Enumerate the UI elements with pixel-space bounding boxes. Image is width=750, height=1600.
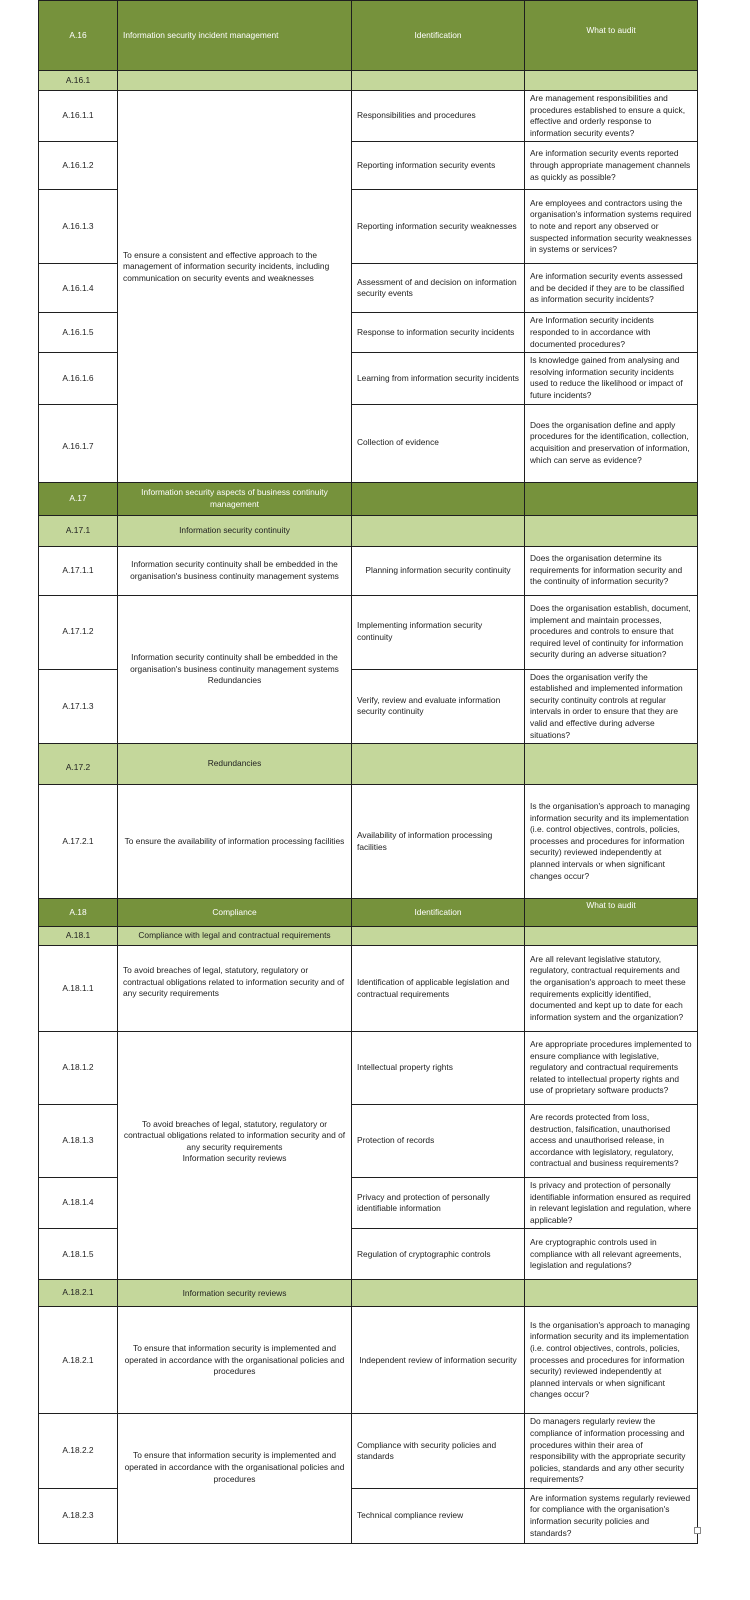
- control-objective[interactable]: To ensure the availability of information processing facilities: [118, 785, 352, 899]
- control-audit-question[interactable]: Are Information security incidents responded to in accordance with documented procedures?: [525, 313, 698, 353]
- what-to-audit-header[interactable]: What to audit: [525, 899, 698, 927]
- control-row: [39, 1032, 698, 1105]
- control-id[interactable]: A.18.2.3: [39, 1489, 118, 1544]
- control-audit-question[interactable]: Are cryptographic controls used in compliance with all relevant agreements, legislation and regulations?: [525, 1229, 698, 1280]
- section-id[interactable]: A.17: [39, 482, 118, 515]
- control-id[interactable]: A.18.1.3: [39, 1105, 118, 1178]
- identification-header[interactable]: Identification: [352, 1, 525, 71]
- control-id[interactable]: A.18.1.4: [39, 1178, 118, 1229]
- subsection-row-a16-1: [39, 71, 698, 91]
- section-header-a17: [39, 482, 698, 515]
- control-row: [39, 785, 698, 899]
- control-audit-question[interactable]: Does the organisation verify the established and implemented information security continuity controls at regular intervals in order to ensure that they are valid and effective during adverse situations?: [525, 669, 698, 744]
- control-identification[interactable]: Identification of applicable legislation and contractual requirements: [352, 946, 525, 1032]
- subsection-id[interactable]: A.18.2.1: [39, 1280, 118, 1307]
- control-identification[interactable]: Planning information security continuity: [352, 546, 525, 595]
- control-audit-question[interactable]: Are information security events reported through appropriate management channels as quickly as possible?: [525, 142, 698, 190]
- control-objective[interactable]: To ensure that information security is implemented and operated in accordance with the organisational policies and procedures: [118, 1414, 352, 1544]
- control-objective[interactable]: Information security continuity shall be embedded in the organisation's business continuity management systems: [118, 546, 352, 595]
- resize-handle[interactable]: [694, 1527, 701, 1534]
- subsection-title[interactable]: Compliance with legal and contractual requirements: [118, 927, 352, 946]
- control-id[interactable]: A.18.1.2: [39, 1032, 118, 1105]
- control-id[interactable]: A.16.1.1: [39, 91, 118, 142]
- control-id[interactable]: A.18.2.1: [39, 1307, 118, 1414]
- section-title[interactable]: Information security incident management: [118, 1, 352, 71]
- control-objective[interactable]: To avoid breaches of legal, statutory, regulatory or contractual obligations related to information security and of any security requirements Information security reviews: [118, 1032, 352, 1280]
- section-id[interactable]: A.18: [39, 899, 118, 927]
- control-id[interactable]: A.17.2.1: [39, 785, 118, 899]
- control-identification[interactable]: Compliance with security policies and standards: [352, 1414, 525, 1489]
- control-id[interactable]: A.16.1.7: [39, 404, 118, 482]
- subsection-row-a17-1: [39, 515, 698, 546]
- control-id[interactable]: A.16.1.5: [39, 313, 118, 353]
- control-id[interactable]: A.17.1.3: [39, 669, 118, 744]
- control-identification[interactable]: Responsibilities and procedures: [352, 91, 525, 142]
- control-audit-question[interactable]: Are all relevant legislative statutory, regulatory, contractual requirements and the organisation's approach to meet these requirements explicitly identified, documented and kept up to date for each information system and the organization?: [525, 946, 698, 1032]
- control-identification[interactable]: Privacy and protection of personally identifiable information: [352, 1178, 525, 1229]
- control-identification[interactable]: Intellectual property rights: [352, 1032, 525, 1105]
- control-identification[interactable]: Response to information security incidents: [352, 313, 525, 353]
- subsection-row-a18-2: [39, 1280, 698, 1307]
- control-identification[interactable]: Reporting information security weaknesses: [352, 190, 525, 264]
- control-identification[interactable]: Technical compliance review: [352, 1489, 525, 1544]
- control-audit-question[interactable]: Is the organisation's approach to managing information security and its implementation (i.e. control objectives, controls, policies, processes and procedures for information security) reviewed independently at planned intervals or when significant changes occur?: [525, 785, 698, 899]
- control-audit-question[interactable]: Is knowledge gained from analysing and resolving information security incidents used to reduce the likelihood or impact of future incidents?: [525, 353, 698, 404]
- control-row: [39, 1307, 698, 1414]
- control-objective[interactable]: To ensure that information security is implemented and operated in accordance with the organisational policies and procedures: [118, 1307, 352, 1414]
- control-audit-question[interactable]: Does the organisation define and apply procedures for the identification, collection, acquisition and preservation of information, which can serve as evidence?: [525, 404, 698, 482]
- control-audit-question[interactable]: Are records protected from loss, destruction, falsification, unauthorised access and unauthorised release, in accordance with legislatory, regulatory, contractual and business requirements?: [525, 1105, 698, 1178]
- subsection-id[interactable]: A.17.1: [39, 515, 118, 546]
- control-id[interactable]: A.18.2.2: [39, 1414, 118, 1489]
- audit-checklist-table: [38, 0, 698, 1544]
- control-audit-question[interactable]: Does the organisation establish, document, implement and maintain processes, procedures and controls to ensure that required level of continuity for information security during an adverse situation?: [525, 595, 698, 669]
- subsection-id[interactable]: A.17.2: [39, 744, 118, 785]
- control-row: [39, 546, 698, 595]
- control-identification[interactable]: Reporting information security events: [352, 142, 525, 190]
- control-id[interactable]: A.17.1.2: [39, 595, 118, 669]
- control-identification[interactable]: Regulation of cryptographic controls: [352, 1229, 525, 1280]
- subsection-id[interactable]: A.18.1: [39, 927, 118, 946]
- control-identification[interactable]: Independent review of information security: [352, 1307, 525, 1414]
- control-identification[interactable]: Collection of evidence: [352, 404, 525, 482]
- control-audit-question[interactable]: Are employees and contractors using the organisation's information systems required to note and report any observed or suspected information security weaknesses in systems or services?: [525, 190, 698, 264]
- control-audit-question[interactable]: Is privacy and protection of personally identifiable information ensured as required in relevant legislation and regulation, where applicable?: [525, 1178, 698, 1229]
- control-audit-question[interactable]: Do managers regularly review the compliance of information processing and procedures within their area of responsibility with the appropriate security policies, standards and any other security requirements?: [525, 1414, 698, 1489]
- control-id[interactable]: A.16.1.4: [39, 264, 118, 313]
- section-title[interactable]: Information security aspects of business continuity management: [118, 482, 352, 515]
- control-objective[interactable]: Information security continuity shall be embedded in the organisation's business continuity management systems Redundancies: [118, 595, 352, 744]
- control-row: [39, 595, 698, 669]
- control-audit-question[interactable]: Are management responsibilities and procedures established to ensure a quick, effective and orderly response to information security events?: [525, 91, 698, 142]
- subsection-title[interactable]: Redundancies: [118, 744, 352, 785]
- subsection-row-a18-1: [39, 927, 698, 946]
- control-id[interactable]: A.18.1.1: [39, 946, 118, 1032]
- control-identification[interactable]: Assessment of and decision on information security events: [352, 264, 525, 313]
- control-id[interactable]: A.18.1.5: [39, 1229, 118, 1280]
- subsection-row-a17-2: [39, 744, 698, 785]
- control-audit-question[interactable]: Is the organisation's approach to managing information security and its implementation (i.e. control objectives, controls, policies, processes and procedures for information security) reviewed independently at planned intervals or when significant changes occur?: [525, 1307, 698, 1414]
- control-objective[interactable]: To ensure a consistent and effective approach to the management of information security incidents, including communication on security events and weaknesses: [118, 91, 352, 483]
- control-id[interactable]: A.16.1.6: [39, 353, 118, 404]
- control-identification[interactable]: Learning from information security incidents: [352, 353, 525, 404]
- control-identification[interactable]: Verify, review and evaluate information security continuity: [352, 669, 525, 744]
- control-audit-question[interactable]: Are information systems regularly reviewed for compliance with the organisation's information security policies and standards?: [525, 1489, 698, 1544]
- control-identification[interactable]: Protection of records: [352, 1105, 525, 1178]
- control-audit-question[interactable]: Are appropriate procedures implemented to ensure compliance with legislative, regulatory and contractual requirements related to intellectual property rights and use of proprietary software products?: [525, 1032, 698, 1105]
- section-id[interactable]: A.16: [39, 1, 118, 71]
- section-header-a16: [39, 1, 698, 71]
- subsection-title[interactable]: Information security continuity: [118, 515, 352, 546]
- control-id[interactable]: A.16.1.3: [39, 190, 118, 264]
- control-objective[interactable]: To avoid breaches of legal, statutory, regulatory or contractual obligations related to information security and of any security requirements: [118, 946, 352, 1032]
- control-row: [39, 946, 698, 1032]
- subsection-title[interactable]: Information security reviews: [118, 1280, 352, 1307]
- control-audit-question[interactable]: Are information security events assessed and be decided if they are to be classified as information security incidents?: [525, 264, 698, 313]
- what-to-audit-header[interactable]: What to audit: [525, 1, 698, 71]
- control-identification[interactable]: Availability of information processing facilities: [352, 785, 525, 899]
- section-header-a18: [39, 899, 698, 927]
- control-row: [39, 1414, 698, 1489]
- control-row: [39, 91, 698, 142]
- identification-header[interactable]: Identification: [352, 899, 525, 927]
- control-id[interactable]: A.17.1.1: [39, 546, 118, 595]
- subsection-id[interactable]: A.16.1: [39, 71, 118, 91]
- control-audit-question[interactable]: Does the organisation determine its requirements for information security and the continuity of information security?: [525, 546, 698, 595]
- section-title[interactable]: Compliance: [118, 899, 352, 927]
- control-identification[interactable]: Implementing information security continuity: [352, 595, 525, 669]
- control-id[interactable]: A.16.1.2: [39, 142, 118, 190]
